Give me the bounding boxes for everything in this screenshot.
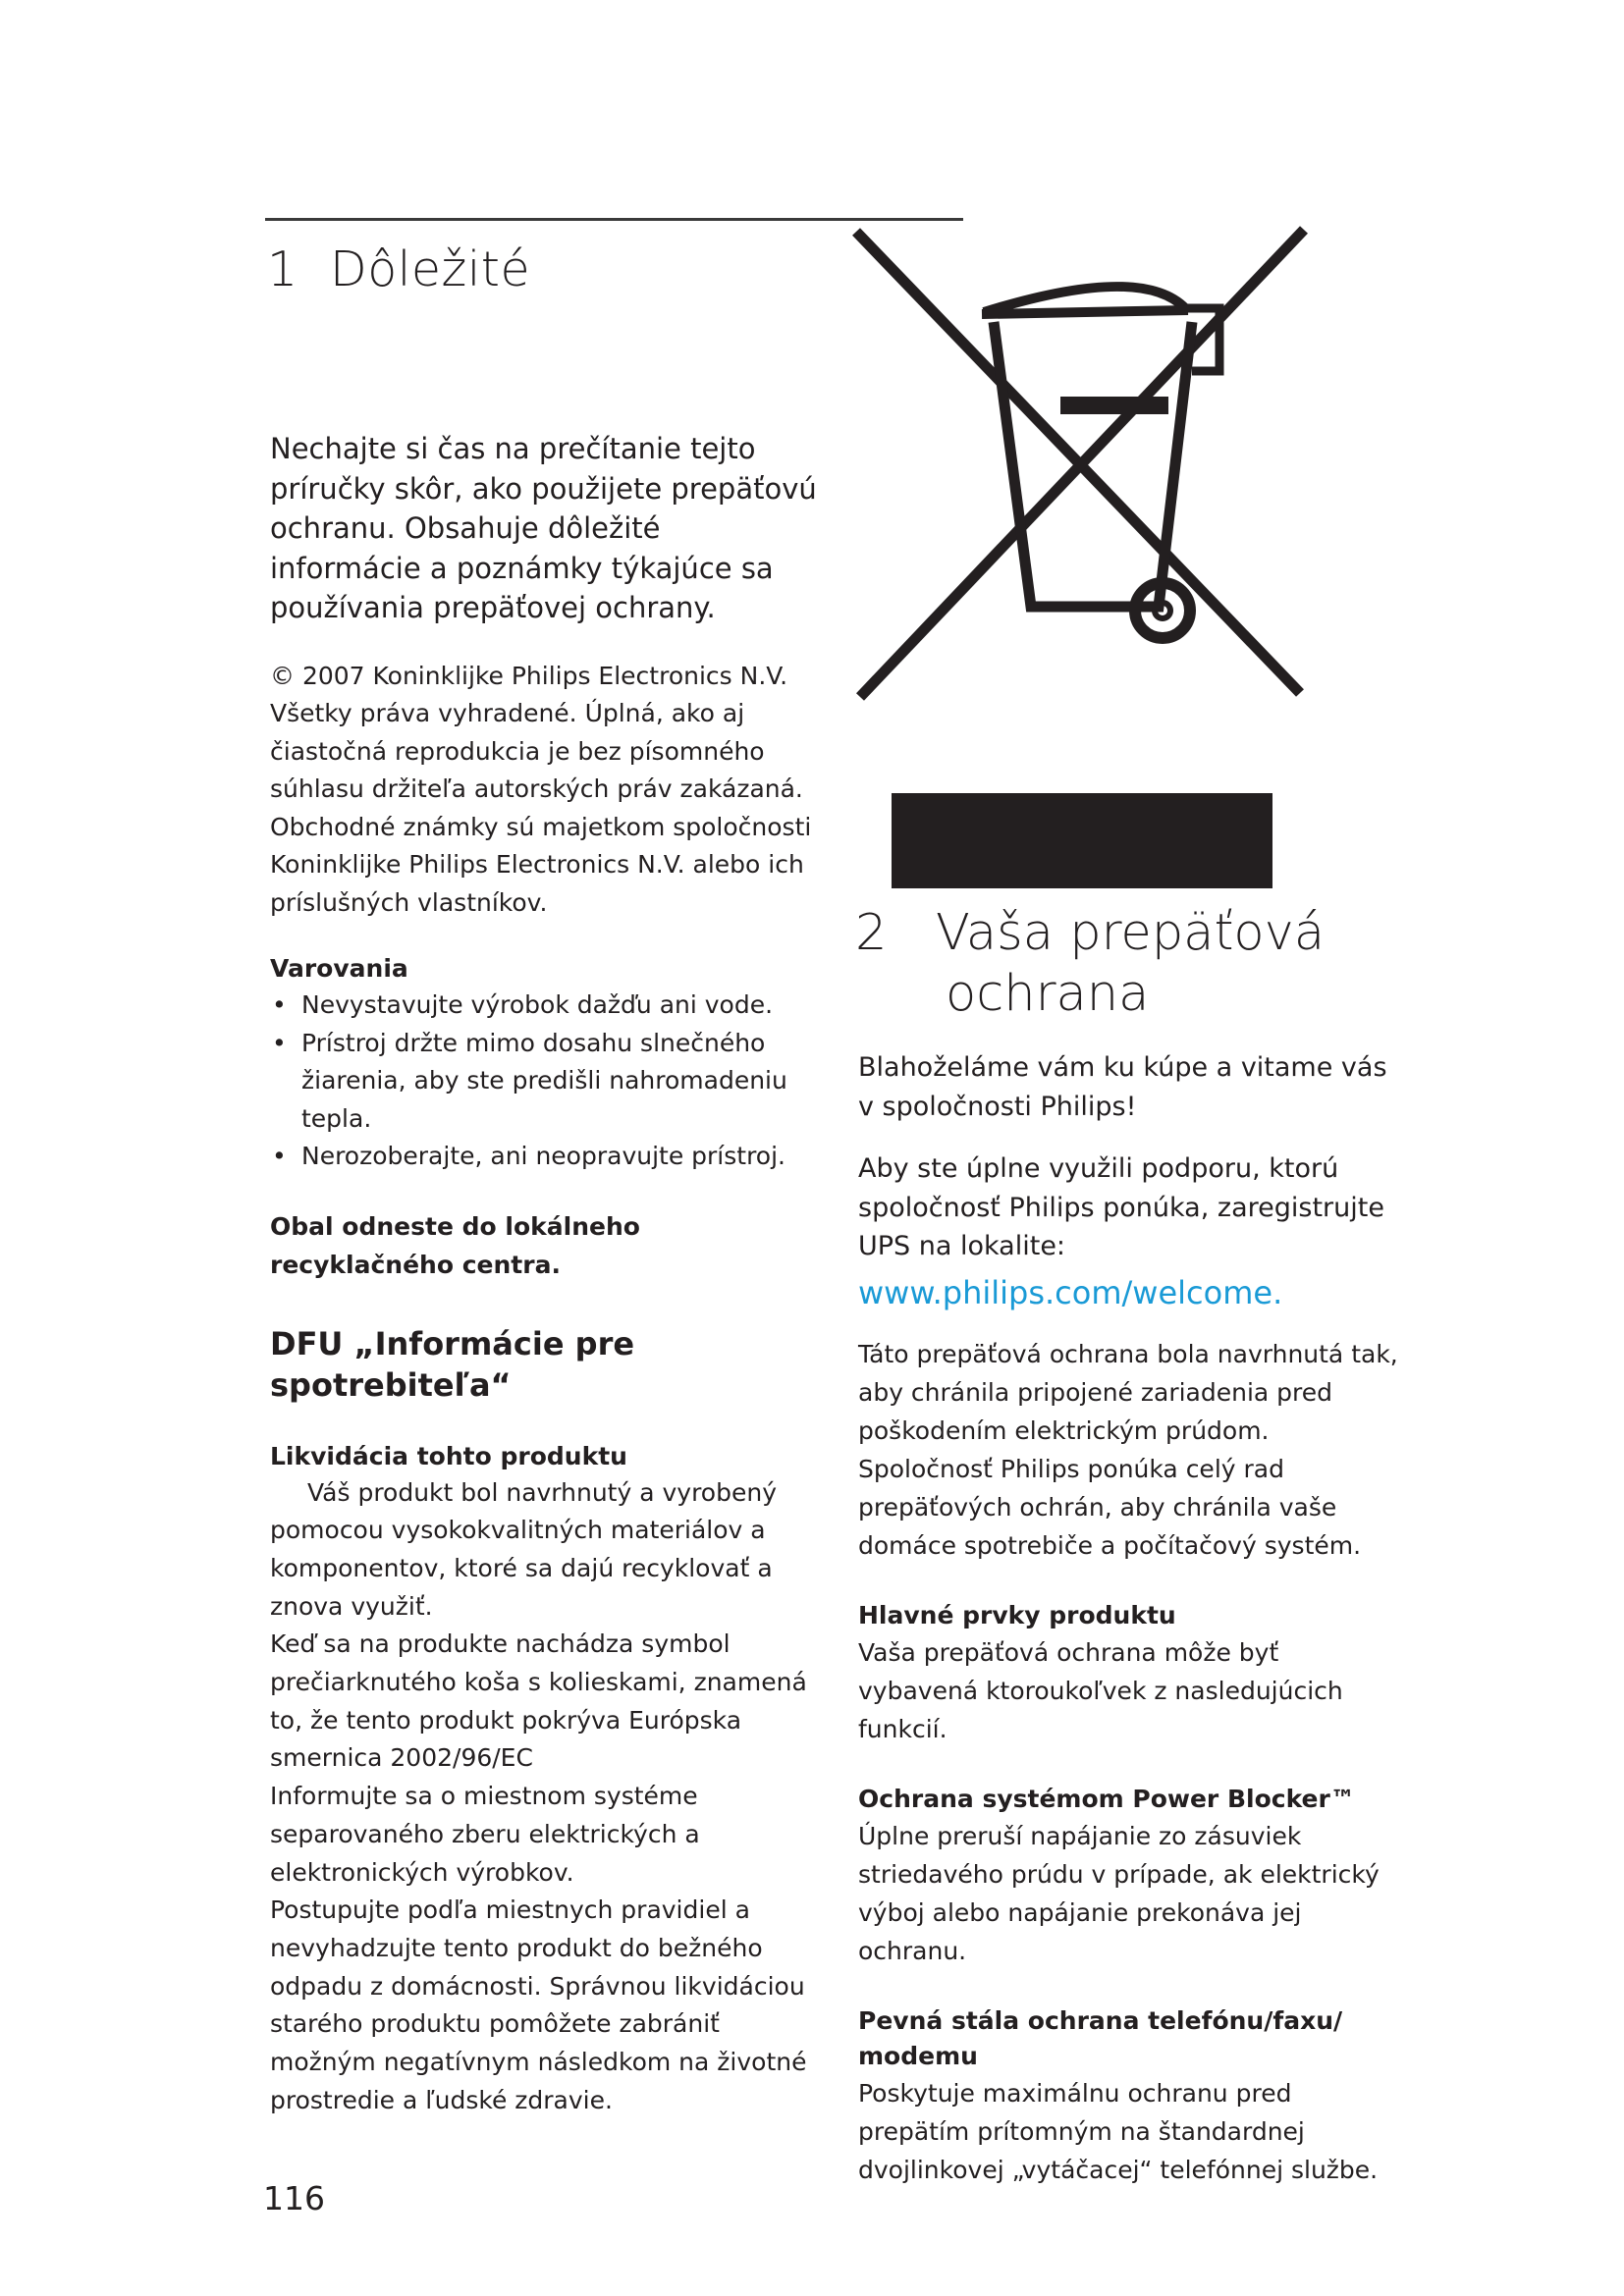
section-2-number: 2 [855,904,888,962]
section-2-title [855,903,1405,1025]
section-1-title-text: Dôležité [330,241,531,297]
copyright-paragraph: © 2007 Koninklijke Philips Electronics N.V. Všetky práva vyhradené. Úplná, ako aj čiastočná reprodukcia je bez písomného súhlasu držiteľa autorských práv zakázaná. Obchodné známky sú majetkom spoločnosti Koninklijke Philips Electronics N.V. alebo ich príslušných vlastníkov. [270,661,812,917]
section-2-title-line2: ochrana [946,965,1150,1023]
dfu-title: DFU „Informácie pre spotrebiteľa“ [270,1324,635,1404]
features-text: Vaša prepäťová ochrana môže byť vybavená ktoroukoľvek z nasledujúcich funkcií. [858,1637,1343,1743]
section-2-title-line1: Vaša prepäťová [936,904,1326,962]
disposal-heading: Likvidácia tohto produktu [270,1441,627,1470]
crossed-wheelie-bin-icon [846,224,1310,713]
disposal-paragraph: Váš produkt bol navrhnutý a vyrobený pomocou vysokokvalitných materiálov a komponentov, ktoré sa dajú recyklovať a znova využiť. [270,1477,777,1621]
register-paragraph: Aby ste úplne využili podporu, ktorú spoločnosť Philips ponúka, zaregistrujte UPS na lokalite: [858,1153,1384,1261]
right-column [855,903,1405,2189]
top-rule [265,218,963,221]
weee-black-bar [892,793,1272,888]
disposal-text [270,1474,817,2120]
disposal-paragraph: Keď sa na produkte nachádza symbol prečiarknutého koša s kolieskami, znamená to, že tento produkt pokrýva Európska smernica 2002/96/EC [270,1629,807,1773]
disposal-paragraph: Informujte sa o miestnom systéme separovaného zberu elektrických a elektronických výrobkov. [270,1782,700,1887]
warnings-list [267,987,817,1176]
recycle-note: Obal odneste do lokálneho recyklačného centra. [270,1211,640,1279]
phone-protection-text: Poskytuje maximálnu ochranu pred prepätím prítomným na štandardnej dvojlinkovej „vytáčacej“ telefónnej službe. [858,2078,1379,2184]
left-column [267,240,817,2119]
disposal-paragraph: Postupujte podľa miestnych pravidiel a nevyhadzujte tento produkt do bežného odpadu z domácnosti. Správnou likvidáciou starého produktu pomôžete zabrániť možným negatívnym následkom na životné prostredie a ľudské zdravie. [270,1896,807,2114]
warning-item: • Nevystavujte výrobok dažďu ani vode. [270,987,817,1025]
section-1-title [267,240,817,299]
power-blocker-heading: Ochrana systémom Power Blocker™ [858,1784,1355,1813]
welcome-url-link[interactable]: www.philips.com/welcome. [858,1273,1283,1311]
section-1-number: 1 [267,241,298,297]
power-blocker-text: Úplne preruší napájanie zo zásuviek striedavého prúdu v prípade, ak elektrický výboj alebo napájanie prekonáva jej ochranu. [858,1821,1380,1965]
warnings-heading: Varovania [270,954,408,983]
intro-paragraph: Nechajte si čas na prečítanie tejto príručky skôr, ako použijete prepäťovú ochranu. Obsahuje dôležité informácie a poznámky týkajúce sa používania prepäťovej ochrany. [270,432,817,624]
description-paragraph: Táto prepäťová ochrana bola navrhnutá tak, aby chránila pripojené zariadenia pred poškodením elektrickým prúdom. Spoločnosť Philips ponúka celý rad prepäťových ochrán, aby chránila vaše domáce spotrebiče a počítačový systém. [858,1339,1398,1560]
warning-item: • Prístroj držte mimo dosahu slnečného žiarenia, aby ste predišli nahromadeniu tepla. [270,1025,817,1139]
page-number: 116 [263,2179,325,2217]
welcome-paragraph: Blahoželáme vám ku kúpe a vitame vás v spoločnosti Philips! [858,1052,1387,1122]
phone-protection-heading: Pevná stála ochrana telefónu/faxu/ modemu [858,2005,1343,2070]
features-heading: Hlavné prvky produktu [858,1600,1176,1629]
warning-item: • Nerozoberajte, ani neopravujte prístroj. [270,1138,817,1176]
